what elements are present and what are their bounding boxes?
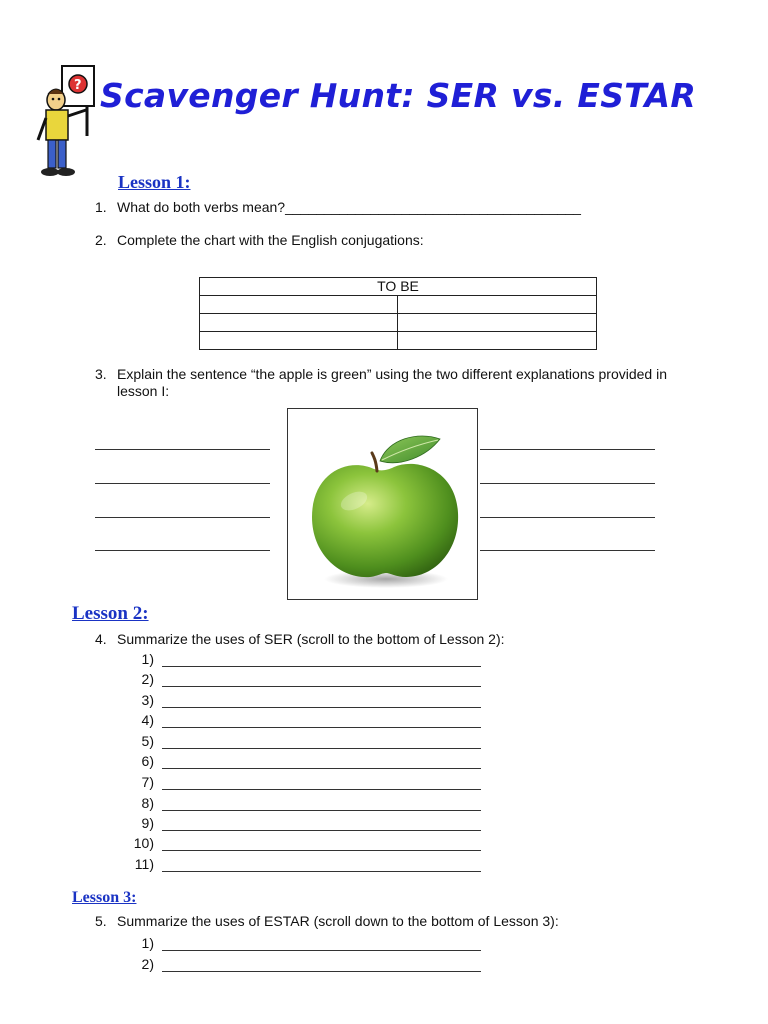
ser-use-line[interactable] [162, 707, 481, 708]
answer-line-left-3[interactable] [95, 517, 270, 518]
conjugation-chart [199, 277, 597, 350]
answer-line-left-4[interactable] [95, 550, 270, 551]
ser-use-line[interactable] [162, 666, 481, 667]
answer-line-right-4[interactable] [480, 550, 655, 551]
ser-use-line[interactable] [162, 727, 481, 728]
question-4-number: 4. [95, 631, 107, 647]
question-4-text: Summarize the uses of SER (scroll to the bottom of Lesson 2): [117, 631, 505, 647]
question-3 [95, 366, 667, 400]
estar-use-item: 2) [141, 956, 154, 972]
question-5 [95, 913, 559, 930]
apple-image-frame [287, 408, 478, 600]
question-2-number: 2. [95, 232, 107, 248]
ser-use-item: 2) [141, 671, 154, 687]
question-3-text-line1: Explain the sentence “the apple is green” using the two different explanations provided in [117, 366, 667, 382]
ser-use-item: 6) [141, 753, 154, 769]
answer-line-left-1[interactable] [95, 449, 270, 450]
ser-use-line[interactable] [162, 871, 481, 872]
estar-use-line[interactable] [162, 971, 481, 972]
svg-text:?: ? [74, 78, 82, 93]
lesson3-heading: Lesson 3: [72, 889, 137, 906]
question-1 [95, 199, 581, 216]
page-title: Scavenger Hunt: SER vs. ESTAR [100, 76, 697, 115]
ser-use-item: 9) [141, 815, 154, 831]
chart-cell[interactable] [398, 314, 597, 332]
chart-header: TO BE [200, 278, 597, 296]
answer-line-left-2[interactable] [95, 483, 270, 484]
chart-cell[interactable] [200, 332, 398, 350]
estar-use-line[interactable] [162, 950, 481, 951]
ser-use-item: 5) [141, 733, 154, 749]
ser-use-line[interactable] [162, 789, 481, 790]
ser-use-item: 11) [134, 856, 154, 872]
question-5-text: Summarize the uses of ESTAR (scroll down to the bottom of Lesson 3): [117, 913, 559, 929]
question-sign-person-icon [32, 64, 100, 180]
ser-use-line[interactable] [162, 850, 481, 851]
lesson1-heading: Lesson 1: [118, 172, 191, 192]
ser-use-item: 4) [141, 712, 154, 728]
chart-cell[interactable] [200, 296, 398, 314]
ser-use-line[interactable] [162, 830, 481, 831]
question-3-text-line2: lesson I: [117, 383, 170, 399]
answer-line-right-1[interactable] [480, 449, 655, 450]
ser-use-line[interactable] [162, 768, 481, 769]
question-1-text: What do both verbs mean?______________________________________ [117, 199, 581, 215]
green-apple-image [288, 409, 477, 599]
ser-use-item: 7) [141, 774, 154, 790]
ser-use-item: 10) [133, 835, 154, 851]
chart-cell[interactable] [398, 332, 597, 350]
question-4 [95, 631, 505, 648]
ser-use-item: 8) [141, 795, 154, 811]
question-3-number: 3. [95, 366, 107, 382]
chart-cell[interactable] [398, 296, 597, 314]
question-2 [95, 232, 424, 249]
question-5-number: 5. [95, 913, 107, 929]
ser-use-line[interactable] [162, 748, 481, 749]
estar-use-item: 1) [141, 935, 154, 951]
question-2-text: Complete the chart with the English conjugations: [117, 232, 424, 248]
lesson2-heading: Lesson 2: [72, 603, 149, 624]
chart-cell[interactable] [200, 314, 398, 332]
answer-line-right-2[interactable] [480, 483, 655, 484]
ser-use-line[interactable] [162, 810, 481, 811]
ser-use-item: 1) [141, 651, 154, 667]
ser-use-item: 3) [141, 692, 154, 708]
mascot-clipart [32, 64, 100, 180]
answer-line-right-3[interactable] [480, 517, 655, 518]
question-1-number: 1. [95, 199, 107, 215]
ser-use-line[interactable] [162, 686, 481, 687]
